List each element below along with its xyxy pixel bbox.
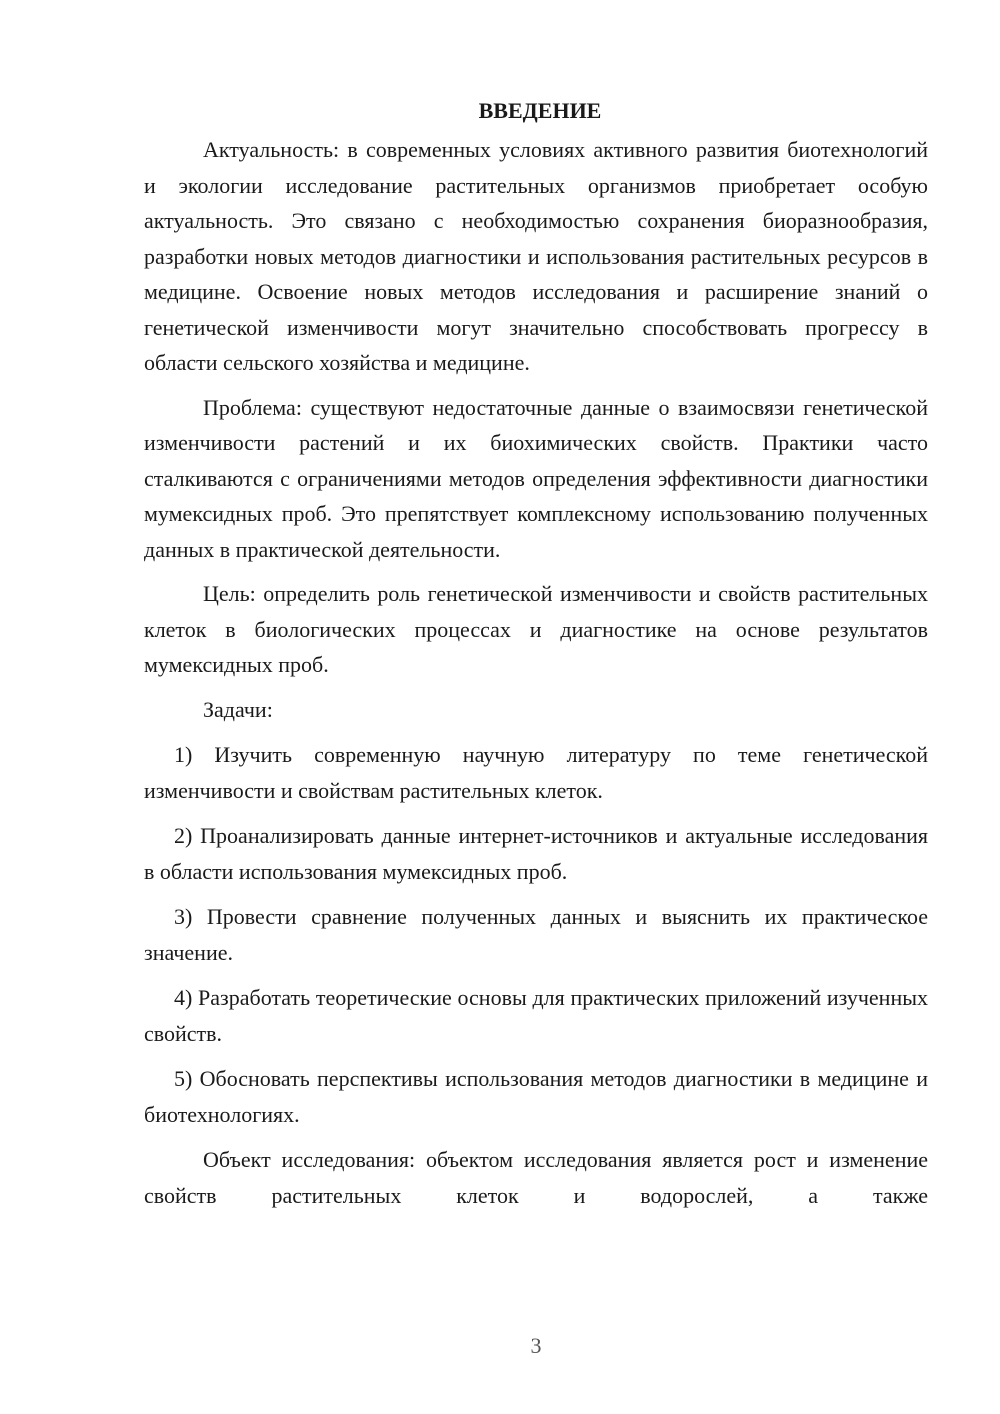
page-title: ВВЕДЕНИЕ bbox=[478, 98, 602, 123]
paragraph-goal: Цель: определить роль генетической изменчивости и свойств растительных клеток в биологических процессах и диагностике на основе результатов мумексидных проб. bbox=[144, 581, 928, 677]
task-item: 1) Изучить современную научную литературу по теме генетической изменчивости и свойствам растительных клеток. bbox=[144, 742, 928, 803]
paragraph-problem: Проблема: существуют недостаточные данные о взаимосвязи генетической изменчивости растений и их биохимических свойств. Практики часто сталкиваются с ограничениями методов определения эффективности диагностики мумексидных проб. Это препятствует комплексному использованию полученных данных в практической деятельности. bbox=[144, 394, 928, 562]
tasks-label: Задачи: bbox=[203, 696, 273, 722]
task-item: 3) Провести сравнение полученных данных и выяснить их практическое значение. bbox=[144, 904, 928, 965]
paragraph-relevance: Актуальность: в современных условиях активного развития биотехнологий и экологии исследование растительных организмов приобретает особую актуальность. Это связано с необходимостью сохранения биоразнообразия, разработки новых методов диагностики и использования растительных ресурсов в медицине. Освоение новых методов исследования и расширение знаний о генетической изменчивости могут значительно способствовать прогрессу в области сельского хозяйства и медицине. bbox=[144, 137, 928, 375]
task-item: 4) Разработать теоретические основы для практических приложений изученных свойств. bbox=[144, 985, 928, 1046]
page-number: 3 bbox=[530, 1333, 542, 1358]
task-item: 5) Обосновать перспективы использования методов диагностики в медицине и биотехнологиях. bbox=[144, 1066, 928, 1127]
paragraph-object: Объект исследования: объектом исследования является рост и изменение свойств растительных клеток и водорослей, а также bbox=[144, 1147, 928, 1208]
task-item: 2) Проанализировать данные интернет-источников и актуальные исследования в области использования мумексидных проб. bbox=[144, 823, 928, 884]
